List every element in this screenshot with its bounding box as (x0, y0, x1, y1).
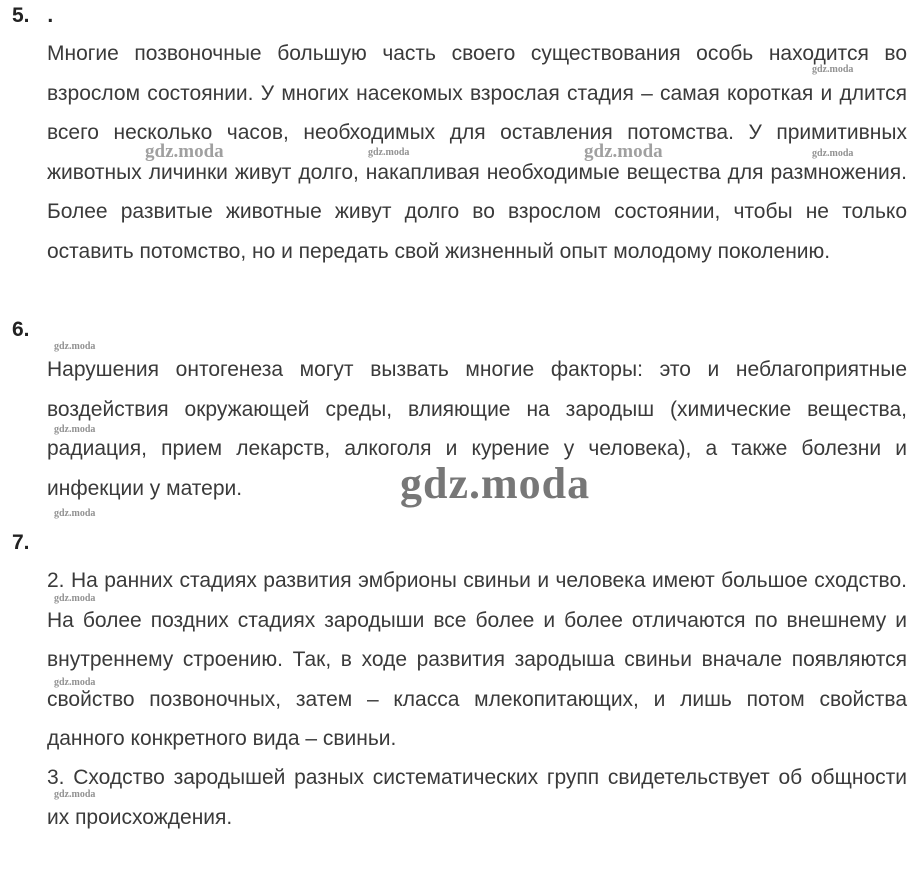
task-5-text: Многие позвоночные большую часть своего существования особь находится во взрослом состоянии. У многих насекомых взрослая стадия – самая короткая и длится всего несколько часов, необходимых для оставления потомства. У примитивных животных личинки живут долго, накапливая необходимые вещества для размножения. Более развитые животные живут долго во взрослом состоянии, чтобы не только оставить потомство, но и передать свой жизненный опыт молодому поколению. (47, 42, 907, 263)
watermark: gdz.moda (54, 424, 96, 435)
watermark: gdz.moda (54, 341, 96, 352)
task-7-item-2: 2. На ранних стадиях развития эмбрионы свиньи и человека имеют большое сходство. На более поздних стадиях зародыши все более и более отличаются по внешнему и внутреннему строению. Так, в ходе развития зародыша свиньи вначале появляются свойство позвоночных, затем – класса млекопитающих, и лишь потом свойства данного конкретного вида – свиньи. (47, 569, 907, 750)
watermark: gdz.moda (54, 508, 96, 519)
watermark: gdz.moda (368, 147, 410, 158)
task-5-number (12, 4, 53, 28)
watermark: gdz.moda (812, 64, 854, 75)
watermark-large: gdz.moda (400, 459, 591, 508)
watermark: gdz.moda (54, 593, 96, 604)
task-6-text: Нарушения онтогенеза могут вызвать многие факторы: это и неблагоприятные воздействия окружающей среды, влияющие на зародыш (химические вещества, радиация, прием лекарств, алкоголя и курение у человека), а также болезни и инфекции у матери. (47, 358, 907, 500)
watermark: gdz.moda (54, 677, 96, 688)
watermark: gdz.moda (584, 141, 663, 162)
task-5-number-label: 5. (12, 4, 30, 27)
task-5-mark: . (47, 4, 54, 27)
task-7-number: 7. (12, 531, 30, 554)
watermark: gdz.moda (812, 148, 854, 159)
watermark: gdz.moda (54, 789, 96, 800)
watermark: gdz.moda (145, 141, 224, 162)
task-7-item-3: 3. Сходство зародышей разных систематических групп свидетельствует об общности их происхождения. (47, 766, 907, 829)
task-6-number: 6. (12, 318, 30, 341)
